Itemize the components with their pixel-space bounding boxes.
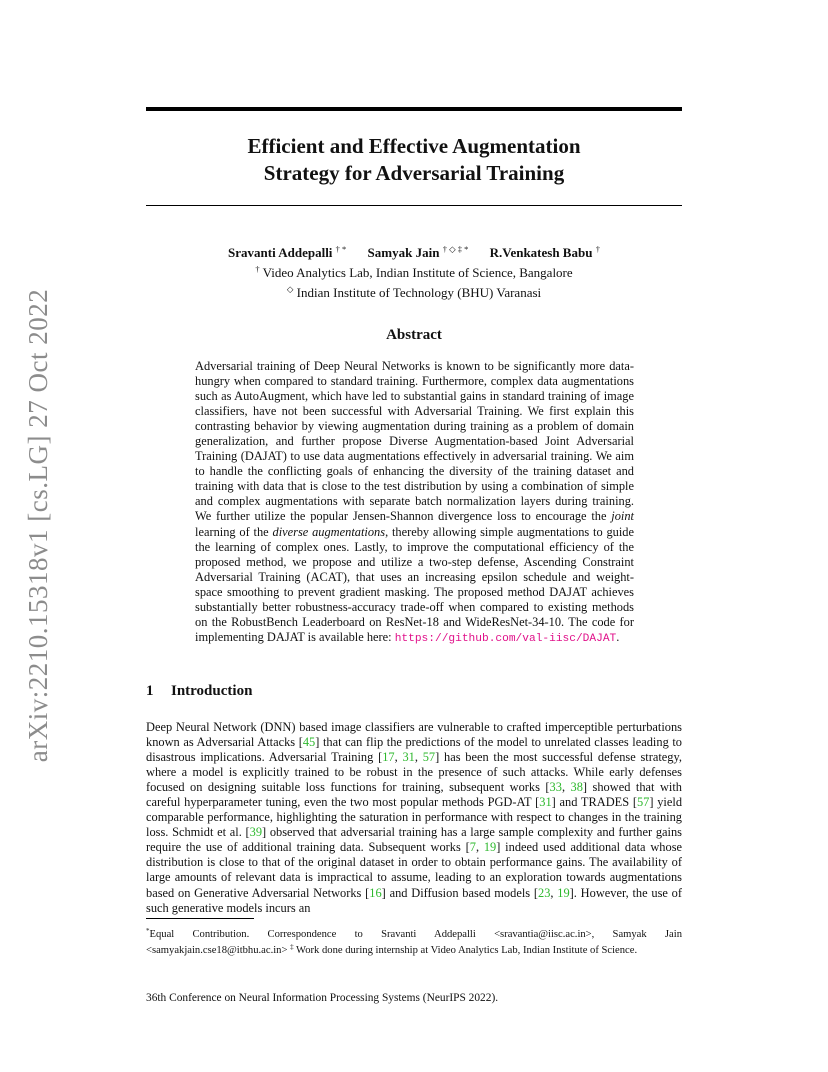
section-number: 1 [146,683,154,699]
title-bottom-rule [146,205,682,206]
introduction-paragraph: Deep Neural Network (DNN) based image classifiers are vulnerable to crafted imperceptible perturbations known as Adversarial Attacks [45] that can flip the predictions of the model to unrelated classes leading to disastrous implications. Adversarial Training [17, 31, 57] has been the most successful defense strategy, where a model is explicitly trained to be robust in the presence of such attacks. While early defenses focused on designing suitable loss functions for training, subsequent works [33, 38] showed that with careful hyperparameter tuning, even the two most popular methods PGD-AT [31] and TRADES [57] yield comparable performance, highlighting the saturation in performance with respect to changes in the training loss. Schmidt et al. [39] observed that adversarial training has a large sample complexity and further gains require the use of additional training data. Subsequent works [7, 19] indeed used additional data whose distribution is close to that of the original dataset in order to obtain performance gains. The availability of large amounts of relevant data is impractical to assume, leading to an exploration towards augmentations based on Generative Adversarial Networks [16] and Diffusion based models [23, 19]. However, the use of such generative models incurs an [146,720,683,915]
citation-link[interactable]: 57 [422,750,436,765]
author-block [146,241,682,301]
code-link[interactable]: https://github.com/val-iisc/DAJAT [394,632,617,645]
citation-link[interactable]: 19 [483,840,497,855]
author-marks: † [595,244,600,254]
author: Samyak Jain † ◇ ‡ * [367,244,469,260]
conference-note: 36th Conference on Neural Information Processing Systems (NeurIPS 2022). [146,992,499,1004]
citation-link[interactable]: 31 [402,750,415,765]
affiliation: † Video Analytics Lab, Indian Institute of Science, Bangalore [255,264,573,280]
author-marks: † ◇ ‡ * [442,244,469,254]
author-names [146,241,682,261]
footnote-mark: ‡ [290,943,294,952]
footnote-rule [146,918,254,919]
citation-link[interactable]: 16 [369,885,382,900]
title-top-rule [146,107,682,111]
citation-link[interactable]: 45 [302,735,316,750]
arxiv-stamp-text: arXiv:2210.15318v1 [cs.LG] 27 Oct 2022 [23,288,54,762]
citation-link[interactable]: 17 [382,750,395,765]
arxiv-stamp [17,290,61,760]
citation-link[interactable]: 38 [570,780,583,795]
citation-link[interactable]: 19 [557,885,570,900]
citation-link[interactable]: 7 [469,840,476,855]
author: R.Venkatesh Babu † [489,244,600,260]
title-line-1: Efficient and Effective Augmentation [247,134,581,158]
author: Sravanti Addepalli † * [228,244,347,260]
citation-link[interactable]: 39 [249,825,263,840]
citation-link[interactable]: 31 [539,795,552,810]
section-heading [146,683,682,700]
author-marks: † * [335,244,347,254]
section-title: Introduction [171,683,253,699]
citation-link[interactable]: 57 [636,795,650,810]
abstract-body: Adversarial training of Deep Neural Networks is known to be significantly more data-hungry when compared to standard training. Furthermore, complex data augmentations such as AutoAugment, which have led to substantial gains in standard training of image classifiers, have not been successful with Adversarial Training. We first explain this contrasting behavior by viewing augmentation during training as a problem of domain generalization, and further propose Diverse Augmentation-based Joint Adversarial Training (DAJAT) to use data augmentations effectively in adversarial training. We aim to handle the conflicting goals of enhancing the diversity of the training dataset and training with data that is close to the test distribution by using a combination of simple and complex augmentations with separate batch normalization layers during training. We further utilize the popular Jensen-Shannon divergence loss to encourage the joint learning of the diverse augmentations, thereby allowing simple augmentations to guide the learning of complex ones. Lastly, to improve the computational efficiency of the proposed method, we propose and utilize a two-step defense, Ascending Constraint Adversarial Training (ACAT), that uses an increasing epsilon schedule and weight-space smoothing to prevent gradient masking. The proposed method DAJAT achieves substantially better robustness-accuracy trade-off when compared to existing methods on the RobustBench Leaderboard on ResNet-18 and WideResNet-34-10. The code for implementing DAJAT is available here: https://github.com/val-iisc/DAJAT. [195,359,635,645]
affiliation: ◇ Indian Institute of Technology (BHU) Varanasi [286,284,542,300]
footnote: *Equal Contribution. Correspondence to Sravanti Addepalli <sravantia@iisc.ac.in>, Samyak Jain <samyakjain.cse18@itbhu.ac.in> ‡ Work done during internship at Video Analytics Lab, Indian Institute of Science. [146,927,682,957]
citation-link[interactable]: 23 [538,885,551,900]
abstract-heading: Abstract [386,327,442,343]
footnote-mark: * [146,927,150,935]
title-line-2: Strategy for Adversarial Training [263,161,565,185]
paper-title [146,133,682,187]
citation-link[interactable]: 33 [549,780,562,795]
